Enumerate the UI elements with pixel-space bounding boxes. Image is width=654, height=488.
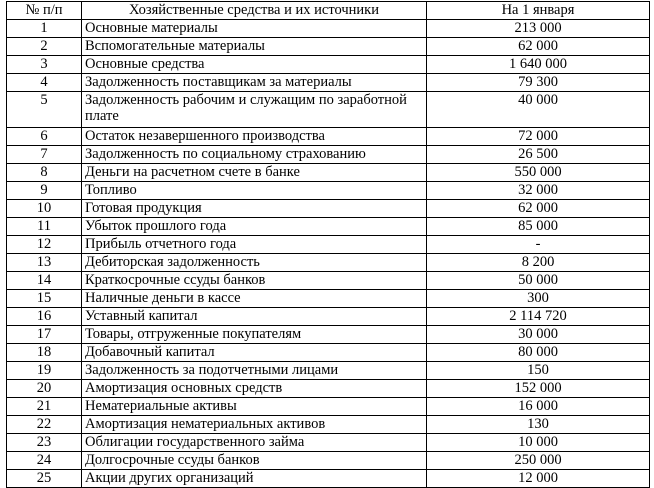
row-item: Прибыль отчетного года: [82, 236, 427, 254]
row-number: 9: [7, 182, 82, 200]
row-item: Акции других организаций: [82, 470, 427, 488]
row-item: Товары, отгруженные покупателям: [82, 326, 427, 344]
balance-items-table: [6, 1, 650, 488]
table-row: [7, 74, 650, 92]
row-value: 79 300: [427, 74, 650, 92]
row-value: 12 000: [427, 470, 650, 488]
row-value: 2 114 720: [427, 308, 650, 326]
row-number: 1: [7, 20, 82, 38]
row-item: Облигации государственного займа: [82, 434, 427, 452]
row-value: 80 000: [427, 344, 650, 362]
table-row: [7, 20, 650, 38]
row-number: 24: [7, 452, 82, 470]
row-value: 62 000: [427, 38, 650, 56]
table-row: [7, 452, 650, 470]
row-item: Убыток прошлого года: [82, 218, 427, 236]
table-row: [7, 236, 650, 254]
row-value: 10 000: [427, 434, 650, 452]
row-value: 32 000: [427, 182, 650, 200]
row-item: Уставный капитал: [82, 308, 427, 326]
row-item: Добавочный капитал: [82, 344, 427, 362]
table-row: [7, 182, 650, 200]
table-row: [7, 164, 650, 182]
row-item: Дебиторская задолженность: [82, 254, 427, 272]
row-number: 3: [7, 56, 82, 74]
row-number: 19: [7, 362, 82, 380]
row-number: 12: [7, 236, 82, 254]
row-item: Деньги на расчетном счете в банке: [82, 164, 427, 182]
row-value: 26 500: [427, 146, 650, 164]
table-row: [7, 92, 650, 128]
row-number: 21: [7, 398, 82, 416]
table-row: [7, 416, 650, 434]
row-value: 1 640 000: [427, 56, 650, 74]
row-number: 7: [7, 146, 82, 164]
row-number: 16: [7, 308, 82, 326]
row-value: 16 000: [427, 398, 650, 416]
table-row: [7, 146, 650, 164]
table-row: [7, 362, 650, 380]
row-value: 40 000: [427, 92, 650, 128]
header-item: Хозяйственные средства и их источники: [82, 2, 427, 20]
table-row: [7, 200, 650, 218]
row-value: 72 000: [427, 128, 650, 146]
row-number: 18: [7, 344, 82, 362]
row-item: Задолженность поставщикам за материалы: [82, 74, 427, 92]
row-item: Основные средства: [82, 56, 427, 74]
row-item: Основные материалы: [82, 20, 427, 38]
table-row: [7, 326, 650, 344]
table-row: [7, 398, 650, 416]
row-item: Наличные деньги в кассе: [82, 290, 427, 308]
row-item: Вспомогательные материалы: [82, 38, 427, 56]
row-value: 130: [427, 416, 650, 434]
row-value: 85 000: [427, 218, 650, 236]
row-number: 15: [7, 290, 82, 308]
row-value: 8 200: [427, 254, 650, 272]
table-header-row: [7, 2, 650, 20]
table-row: [7, 434, 650, 452]
row-value: 550 000: [427, 164, 650, 182]
row-item: Нематериальные активы: [82, 398, 427, 416]
row-value: 62 000: [427, 200, 650, 218]
table-row: [7, 128, 650, 146]
row-value: -: [427, 236, 650, 254]
row-item: Амортизация нематериальных активов: [82, 416, 427, 434]
row-value: 300: [427, 290, 650, 308]
row-number: 22: [7, 416, 82, 434]
table-row: [7, 218, 650, 236]
row-number: 8: [7, 164, 82, 182]
row-number: 6: [7, 128, 82, 146]
row-item: Остаток незавершенного производства: [82, 128, 427, 146]
row-number: 25: [7, 470, 82, 488]
row-number: 13: [7, 254, 82, 272]
row-value: 150: [427, 362, 650, 380]
row-value: 213 000: [427, 20, 650, 38]
row-number: 20: [7, 380, 82, 398]
table-row: [7, 38, 650, 56]
row-number: 10: [7, 200, 82, 218]
row-item: Задолженность по социальному страхованию: [82, 146, 427, 164]
row-number: 23: [7, 434, 82, 452]
row-number: 14: [7, 272, 82, 290]
row-item: Задолженность рабочим и служащим по заработной плате: [82, 92, 427, 128]
table-row: [7, 56, 650, 74]
row-item: Задолженность за подотчетными лицами: [82, 362, 427, 380]
row-value: 250 000: [427, 452, 650, 470]
row-value: 152 000: [427, 380, 650, 398]
row-number: 4: [7, 74, 82, 92]
row-value: 50 000: [427, 272, 650, 290]
row-number: 5: [7, 92, 82, 128]
table-row: [7, 290, 650, 308]
row-item: Амортизация основных средств: [82, 380, 427, 398]
table-row: [7, 308, 650, 326]
row-item: Краткосрочные ссуды банков: [82, 272, 427, 290]
table-row: [7, 272, 650, 290]
row-item: Топливо: [82, 182, 427, 200]
table-row: [7, 344, 650, 362]
header-value: На 1 января: [427, 2, 650, 20]
row-item: Долгосрочные ссуды банков: [82, 452, 427, 470]
row-number: 11: [7, 218, 82, 236]
header-number: № п/п: [7, 2, 82, 20]
row-number: 17: [7, 326, 82, 344]
row-value: 30 000: [427, 326, 650, 344]
row-number: 2: [7, 38, 82, 56]
table-row: [7, 254, 650, 272]
table-row: [7, 380, 650, 398]
row-item: Готовая продукция: [82, 200, 427, 218]
